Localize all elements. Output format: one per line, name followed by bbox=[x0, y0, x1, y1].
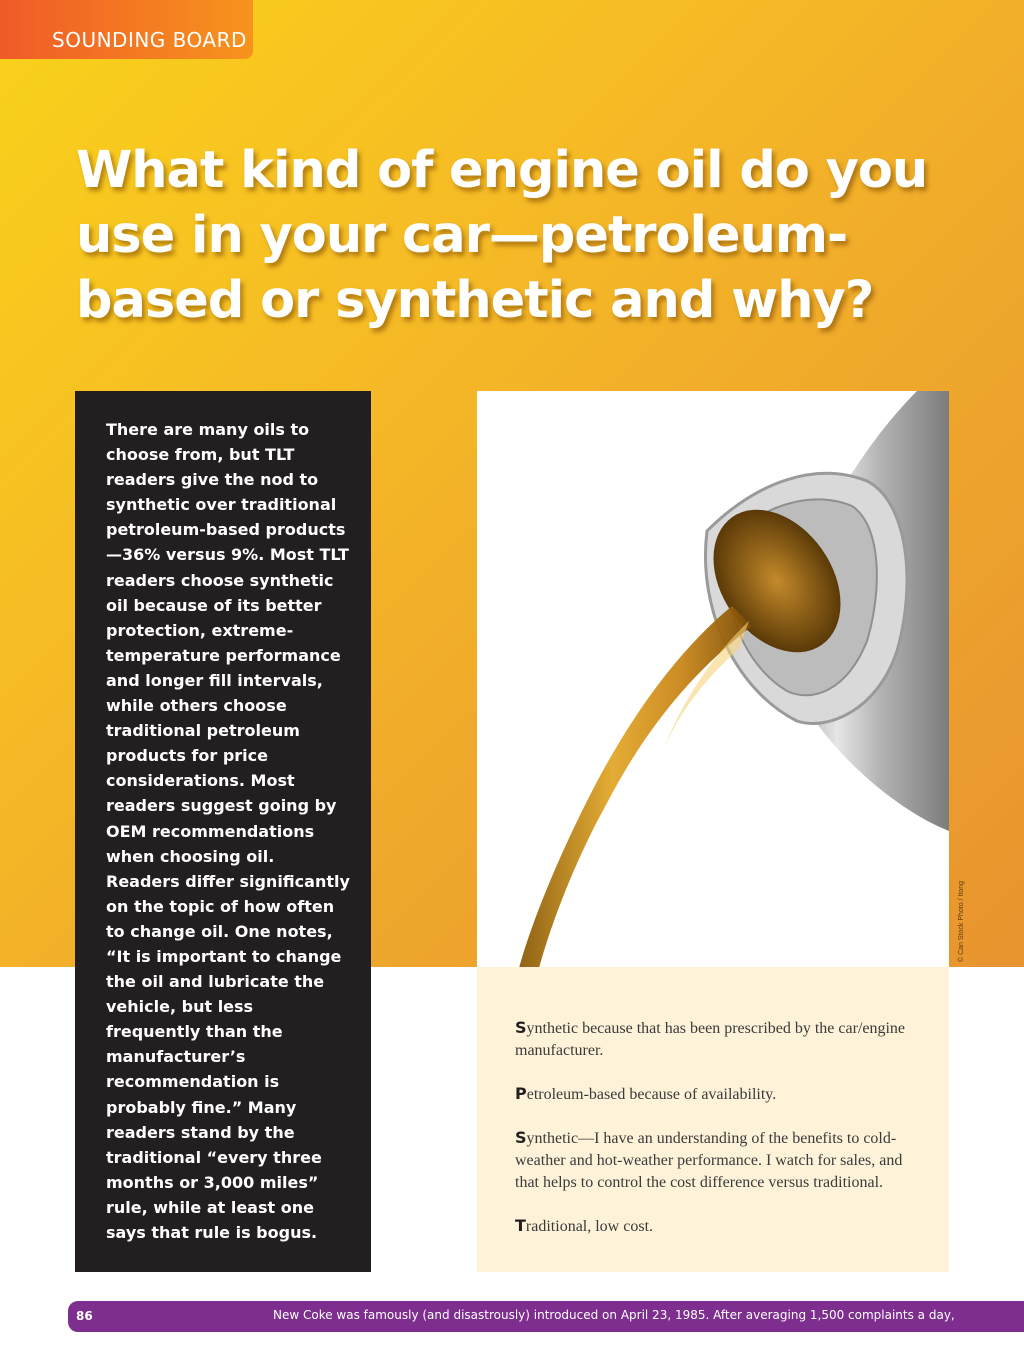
response-text: etroleum-based because of availability. bbox=[526, 1086, 777, 1103]
response-item bbox=[515, 1017, 911, 1062]
response-initial: S bbox=[515, 1128, 527, 1147]
headline: What kind of engine oil do you use in your car—petroleum-based or synthetic and why? bbox=[76, 141, 928, 330]
response-initial: T bbox=[515, 1216, 526, 1235]
response-initial: P bbox=[515, 1084, 527, 1103]
section-label: SOUNDING BOARD bbox=[52, 28, 247, 52]
response-text: ynthetic because that has been prescribed by the car/engine manufacturer. bbox=[515, 1020, 906, 1059]
response-initial: S bbox=[515, 1018, 527, 1037]
page-number: 86 bbox=[76, 1309, 93, 1323]
responses-panel bbox=[477, 967, 949, 1272]
section-tab bbox=[0, 0, 253, 59]
summary-text: There are many oils to choose from, but TLT readers give the nod to synthetic over traditional petroleum-based products—36% versus 9%. Most TLT readers choose synthetic oil because of its better protection, extreme-temperature performance and longer fill intervals, while others choose traditional petroleum products for price considerations. Most readers suggest going by OEM recommendations when choosing oil. Readers differ significantly on the topic of how often to change oil. One notes, “It is important to change the oil and lubricate the vehicle, but less frequently than the manufacturer’s recommendation is probably fine.” Many readers stand by the traditional “every three months or 3,000 miles” rule, while at least one says that rule is bogus. bbox=[106, 420, 350, 1242]
response-text: raditional, low cost. bbox=[525, 1218, 654, 1235]
response-item bbox=[515, 1083, 911, 1106]
response-item bbox=[515, 1127, 911, 1194]
summary-box bbox=[75, 391, 371, 1272]
oil-bottle-illustration bbox=[477, 391, 949, 968]
photo-credit: © Can Stock Photo / Itong bbox=[958, 880, 965, 962]
oil-pour-photo bbox=[477, 391, 949, 968]
footer-bar bbox=[68, 1301, 1024, 1332]
response-text: ynthetic—I have an understanding of the benefits to cold-weather and hot-weather performance. I watch for sales, and that helps to control the cost difference versus traditional. bbox=[515, 1130, 903, 1191]
response-item bbox=[515, 1215, 911, 1238]
footer-text: New Coke was famously (and disastrously) introduced on April 23, 1985. After averaging 1,500 complaints a day, bbox=[273, 1308, 955, 1322]
